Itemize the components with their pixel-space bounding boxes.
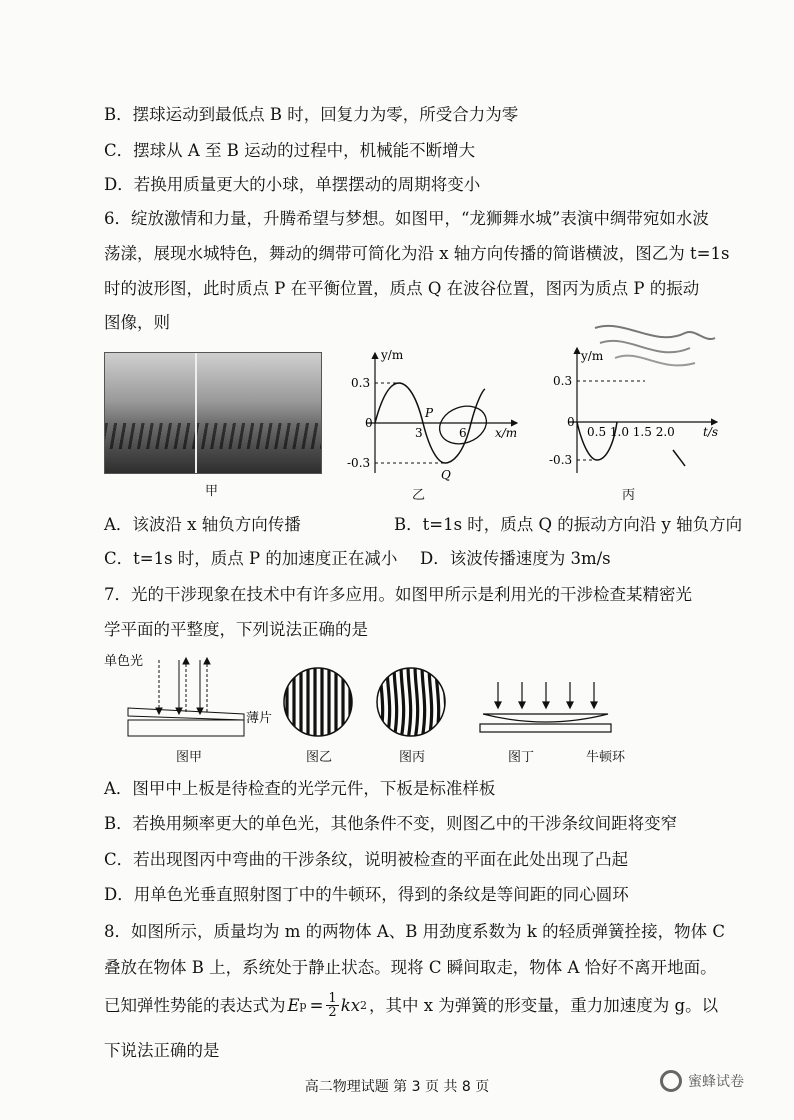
q6-option-b: B．t=1s 时，质点 Q 的振动方向沿 y 轴负方向 [394,515,743,534]
q8-stem-line-3 [104,992,718,1019]
q6-vibration-graph [545,318,725,483]
q6-photo-dragon-lion [104,352,322,474]
formula-rhs: kx [340,995,361,1015]
bing-ylabel: y/m [581,349,604,363]
q6-option-a: A．该波沿 x 轴负方向传播 [104,515,301,534]
light-label: 单色光 [104,654,144,669]
yi-point-p: P [425,406,434,420]
q6-stem-line-3: 时的波形图，此时质点 P 在平衡位置，质点 Q 在波谷位置，图丙为质点 P 的振动 [104,279,700,298]
q7-fig-bing-fringes [376,665,446,740]
watermark-logo-icon [660,1070,682,1092]
q6-wave-graph [345,345,525,485]
bing-y-top: 0.3 [553,374,573,388]
q6-stem-line-1: 6．绽放激情和力量，升腾希望与梦想。如图甲，“龙狮舞水城”表演中绸带宛如水波 [104,209,709,228]
q7-stem-line-2: 学平面的平整度，下列说法正确的是 [104,620,368,639]
yi-ylabel: y/m [381,348,404,362]
elastic-energy-formula: E p = $\frac{1}{2}$ kx 2 [287,991,368,1020]
q7-stem-line-1: 7．光的干涉现象在技术中有许多应用。如图甲所示是利用光的干涉检查某精密光 [104,585,692,604]
watermark-text: 蜜蜂试卷 [688,1074,744,1090]
yi-point-q: Q [441,468,451,482]
q7-fig-ding-newton [478,680,613,740]
q7-fig-jia [104,650,279,760]
q7-newton-label: 牛顿环 [586,750,626,765]
formula-num: 1 [328,991,337,1006]
q8-stem-line-1: 8．如图所示，质量均为 m 的两物体 A、B 用劲度系数为 k 的轻质弹簧拴接，物体 C [104,922,726,941]
watermark [660,1070,744,1092]
q8-stem-line-4: 下说法正确的是 [104,1041,220,1060]
q7-fig-jia-caption: 图甲 [176,750,203,765]
q6-stem-line-4: 图像，则 [104,313,170,332]
film-label: 薄片 [246,711,273,726]
q5-option-b: B．摆球运动到最低点 B 时，回复力为零，所受合力为零 [104,105,519,124]
yi-origin: 0 [365,416,373,430]
yi-y-top: 0.3 [351,376,371,390]
q6-fig-jia-caption: 甲 [205,484,219,499]
q7-option-a: A．图甲中上板是待检查的光学元件，下板是标准样板 [104,779,496,798]
yi-xlabel: x/m [495,426,518,440]
bing-xlabel: t/s [703,425,719,439]
q6-fig-yi-caption: 乙 [412,488,426,503]
q5-option-c: C．摆球从 A 至 B 运动的过程中，机械能不断增大 [104,141,476,160]
q6-option-d: D．该波传播速度为 3m/s [420,549,611,568]
formula-den: 2 [328,1005,337,1020]
yi-x6: 6 [459,426,467,440]
q6-stem-line-2: 荡漾，展现水城特色，舞动的绸带可简化为沿 x 轴方向传播的简谐横波，图乙为 t=1s [104,244,730,263]
formula-lhs: E [287,995,300,1015]
bing-origin: 0 [567,415,575,429]
q8-stem-line-2: 叠放在物体 B 上，系统处于静止状态。现将 C 瞬间取走，物体 A 恰好不离开地面。 [104,958,717,977]
q5-option-d: D．若换用质量更大的小球，单摆摆动的周期将变小 [104,175,481,194]
q7-fig-ding-caption: 图丁 [508,750,535,765]
yi-x3: 3 [415,426,423,440]
formula-sup: 2 [360,998,368,1012]
q7-option-c: C．若出现图丙中弯曲的干涉条纹，说明被检查的平面在此处出现了凸起 [104,850,629,869]
q7-fig-yi-caption: 图乙 [306,750,333,765]
formula-sub: p [299,998,307,1012]
bing-ticks: 0.5 1.0 1.5 2.0 [587,425,675,439]
q7-fig-bing-caption: 图丙 [399,750,426,765]
q7-fig-yi-fringes [283,665,353,740]
q8-line3-pre: 已知弹性势能的表达式为 [104,995,286,1015]
q8-line3-post: ，其中 x 为弹簧的形变量，重力加速度为 g。以 [369,995,719,1015]
page-footer: 高二物理试题 第 3 页 共 8 页 [304,1079,490,1095]
bing-y-bot: -0.3 [549,453,573,467]
yi-y-bot: -0.3 [347,456,371,470]
q7-option-d: D．用单色光垂直照射图丁中的牛顿环，得到的条纹是等间距的同心圆环 [104,885,629,904]
q7-option-b: B．若换用频率更大的单色光，其他条件不变，则图乙中的干涉条纹间距将变窄 [104,814,678,833]
q6-fig-bing-caption: 丙 [622,488,636,503]
q6-option-c: C．t=1s 时，质点 P 的加速度正在减小 [104,549,398,568]
